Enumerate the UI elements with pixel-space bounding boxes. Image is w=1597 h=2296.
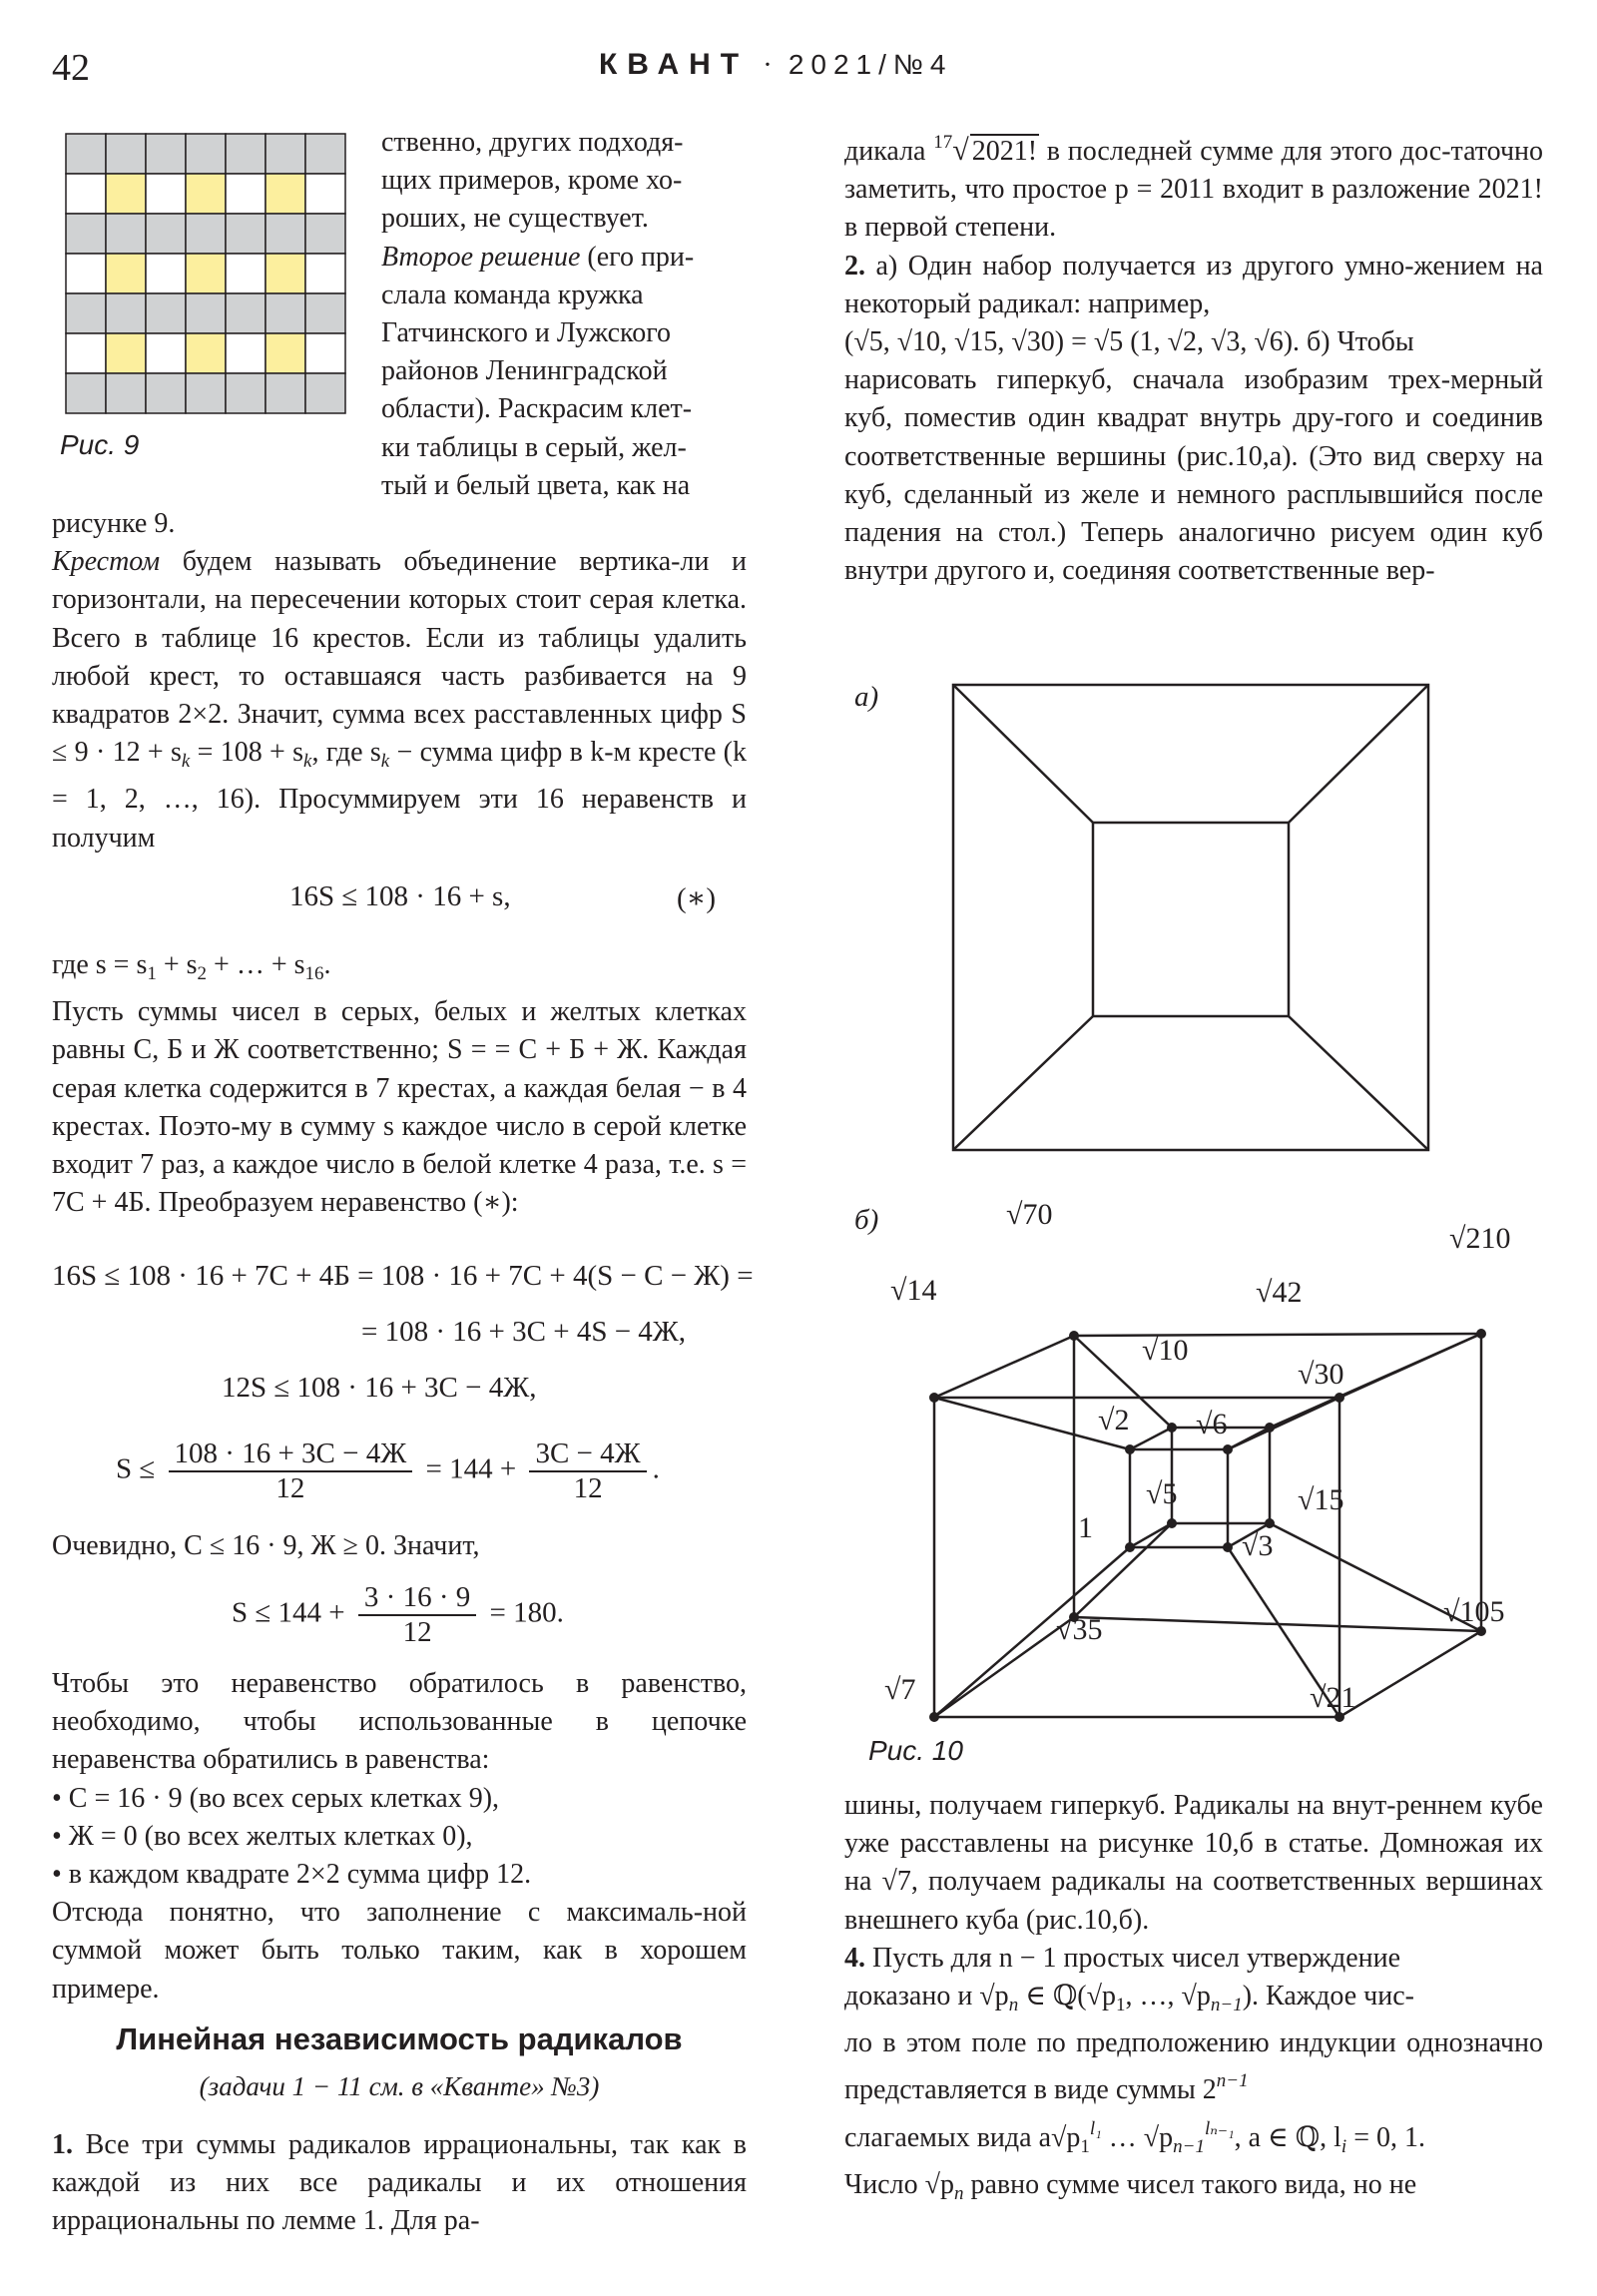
- subscript: n: [1008, 1995, 1019, 2016]
- text-line: слала команда кружка: [381, 279, 644, 310]
- hypercube-vertex: [1223, 1542, 1233, 1552]
- text-span: + s: [156, 949, 198, 980]
- paragraph: Пусть суммы чисел в серых, белых и желтых клетках равны С, Б и Ж соответственно; S = = С + Б + Ж. Каждая серая клетка содержится в 7 крестах, а каждая белая − в 4 крестах. Поэто-му в сумму s каждое число в серой клетке входит 7 раз, а каждое число в белой клетке 4 раза, т.е. s = 7С + 4Б. Преобразуем неравенство (∗):: [52, 996, 747, 1219]
- hypercube-vertex: [1223, 1444, 1233, 1454]
- grid-cell: [266, 134, 305, 174]
- subscript: n: [953, 2182, 964, 2204]
- magazine-title: КВАНТ: [599, 48, 750, 81]
- hypercube-edge: [1228, 1398, 1339, 1449]
- text-span: дикала: [844, 136, 934, 167]
- bullet: • Ж = 0 (во всех желтых клетках 0),: [52, 1820, 473, 1852]
- paragraph: шины, получаем гиперкуб. Радикалы на внут-реннем кубе уже расставлены на рисунке 10,б в статье. Домножая их на √7, получаем радикалы на соответственных вершинах внешнего куба (рис.10,б).: [844, 1790, 1543, 1936]
- edge: [953, 1016, 1093, 1150]
- grid-cell: [66, 174, 106, 214]
- grid-cell: [106, 174, 146, 214]
- text-span: а) Один набор получается из другого умно-жением на некоторый радикал: например,: [844, 250, 1543, 319]
- vertex-label: √70: [1006, 1198, 1053, 1231]
- inner-square: [1093, 823, 1289, 1016]
- grid-cell: [266, 214, 305, 254]
- inline-equation: (√5, √10, √15, √30) = √5 (1, √2, √3, √6).: [844, 326, 1301, 358]
- text-span: − сумма цифр в k-м кресте (k = 1, 2, …, 16). Просуммируем эти 16 неравенств и получим: [52, 737, 747, 854]
- hypercube-vertex: [1476, 1329, 1486, 1339]
- grid-cell: [146, 174, 186, 214]
- grid-cell: [106, 293, 146, 333]
- fraction: [529, 1437, 646, 1505]
- radicand: 2021!: [971, 136, 1038, 167]
- problem-number: 1.: [52, 2129, 73, 2160]
- grid-cell: [226, 293, 266, 333]
- subscript: 2: [197, 963, 208, 984]
- left-column-part-4: [52, 2126, 747, 2241]
- grid-cell: [106, 333, 146, 373]
- equation-star: 16S ≤ 108 · 16 + s,: [289, 880, 511, 912]
- second-solution-label: Второе решение: [381, 241, 581, 273]
- grid-cell: [146, 214, 186, 254]
- paragraph: [844, 2166, 1543, 2213]
- left-column-part-3: [52, 1665, 747, 2009]
- hypercube-vertex: [1069, 1331, 1079, 1341]
- subscript: 1: [1116, 1995, 1126, 2016]
- grid-cell: [66, 254, 106, 293]
- paragraph: [844, 248, 1543, 323]
- grid-cell: [266, 174, 305, 214]
- paragraph: [844, 1978, 1543, 2024]
- hypercube-vertex: [929, 1712, 939, 1722]
- eq-part: = 144 +: [425, 1452, 517, 1485]
- radical-sign: √: [952, 134, 969, 167]
- grid-cell: [266, 373, 305, 413]
- grid-cell: [146, 333, 186, 373]
- eq-part: S ≤ 144 +: [232, 1596, 345, 1629]
- subscript: i: [1340, 2135, 1347, 2157]
- grid-cell: [226, 373, 266, 413]
- grid-cell: [266, 333, 305, 373]
- figure-9-grid: [60, 128, 351, 419]
- vertex-label: √21: [1310, 1681, 1356, 1714]
- vertex-label: √5: [1146, 1477, 1178, 1510]
- text-span: , где s: [311, 737, 381, 769]
- text-span: … √p: [1101, 2121, 1174, 2153]
- text-line: [381, 239, 747, 277]
- text-span: , a ∈ ℚ, l: [1234, 2121, 1341, 2153]
- vertex-label: √210: [1449, 1222, 1511, 1255]
- hypercube-vertex: [1167, 1423, 1177, 1433]
- superscript: l₁: [1089, 2117, 1102, 2139]
- subscript: n−1: [1210, 1995, 1243, 2016]
- text-span: равно сумме чисел такого вида, но не: [963, 2168, 1417, 2200]
- hypercube-edge: [934, 1617, 1074, 1717]
- text-span: в последней сумме для этого дос-таточно заметить, что простое p = 2011 входит в разложение 2021! в первой степени.: [844, 136, 1544, 244]
- grid-cell: [106, 134, 146, 174]
- denominator: 12: [402, 1616, 432, 1648]
- vertex-label: √7: [884, 1673, 916, 1706]
- hypercube-vertex: [1334, 1393, 1344, 1403]
- text-span: (его при-: [580, 241, 695, 273]
- grid-cell: [186, 134, 226, 174]
- grid-cell: [146, 293, 186, 333]
- text-span: б) Чтобы: [1300, 326, 1414, 358]
- text-span: доказано и √p: [844, 1981, 1009, 2012]
- right-column-part-1: [844, 124, 1543, 590]
- grid-cell: [305, 214, 345, 254]
- grid-cell: [305, 254, 345, 293]
- page-number: 42: [52, 47, 90, 89]
- problem-number: 2.: [844, 250, 865, 282]
- paragraph: рисунке 9.: [52, 508, 176, 539]
- text-span: слагаемых вида a√p: [844, 2121, 1081, 2153]
- grid-cell: [106, 214, 146, 254]
- paragraph: [844, 2110, 1543, 2166]
- denominator: 12: [573, 1472, 603, 1504]
- grid-cell: [66, 333, 106, 373]
- grid-cell: [266, 254, 305, 293]
- paragraph: нарисовать гиперкуб, сначала изобразим трех-мерный куб, поместив один квадрат внутрь дру-гого и соединив соответственные вершины (рис.10,а). (Это вид сверху на куб, сделанный из желе и немного расплывшийся после падения на стол.) Теперь аналогично рисуем один куб внутри другого и, соединяя соответственные вер-: [844, 364, 1543, 587]
- grid-cell: [186, 293, 226, 333]
- text-line: тый и белый цвета, как на: [381, 469, 691, 501]
- text-line: роших, не существует.: [381, 203, 649, 235]
- denominator: 12: [275, 1472, 305, 1504]
- text-span: ). Каждое чис-: [1242, 1981, 1414, 2012]
- grid-cell: [186, 174, 226, 214]
- problem-number: 4.: [844, 1942, 865, 1974]
- hypercube-vertex: [1167, 1518, 1177, 1528]
- fraction: [169, 1437, 413, 1505]
- equation-5: [232, 1581, 564, 1649]
- subscript: 1: [147, 963, 157, 984]
- bullet: • в каждом квадрате 2×2 сумма цифр 12.: [52, 1859, 532, 1891]
- vertex-label: √3: [1242, 1529, 1274, 1562]
- right-column-part-2: [844, 1787, 1543, 2213]
- text-span: Число √p: [844, 2168, 954, 2200]
- grid-cell: [186, 333, 226, 373]
- grid-cell: [305, 373, 345, 413]
- text-span: ло в этом поле по предположению индукции однозначно представляется в виде суммы 2: [844, 2027, 1543, 2106]
- text-line: ки таблицы в серый, жел-: [381, 431, 687, 463]
- subscript: k: [303, 751, 312, 773]
- grid-cell: [146, 134, 186, 174]
- vertex-label: √2: [1098, 1404, 1130, 1436]
- text-line: ственно, других подходя-: [381, 127, 684, 158]
- grid-cell: [305, 293, 345, 333]
- figure-10a-cube: [938, 675, 1437, 1170]
- wrap-text: [381, 124, 747, 505]
- paragraph: Чтобы это неравенство обратилось в равенство, необходимо, чтобы использованные в цепочке неравенства обратились в равенства:: [52, 1668, 747, 1776]
- text-span: = 0, 1.: [1346, 2121, 1425, 2153]
- bullet: • С = 16 · 9 (во всех серых клетках 9),: [52, 1782, 500, 1814]
- vertex-label: √14: [890, 1274, 937, 1307]
- superscript: n−1: [1216, 2070, 1249, 2092]
- grid-cell: [186, 373, 226, 413]
- text-span: , …, √p: [1125, 1981, 1211, 2012]
- paragraph: Очевидно, С ≤ 16 · 9, Ж ≥ 0. Значит,: [52, 1530, 480, 1561]
- paragraph: [52, 543, 747, 858]
- figure-10b-label: б): [854, 1204, 879, 1236]
- text-line: области). Раскрасим клет-: [381, 393, 693, 425]
- numerator: 108 · 16 + 3С − 4Ж: [169, 1437, 413, 1472]
- grid-cell: [305, 134, 345, 174]
- vertex-label: √35: [1056, 1613, 1103, 1646]
- grid-cell: [66, 134, 106, 174]
- paragraph: Отсюда понятно, что заполнение с максималь-ной суммой может быть только таким, как в хорошем примере.: [52, 1897, 747, 2005]
- equation-3: 12S ≤ 108 · 16 + 3С − 4Ж,: [222, 1372, 537, 1404]
- grid-cell: [226, 174, 266, 214]
- subscript: n−1: [1173, 2135, 1205, 2157]
- root-index: 17: [933, 132, 953, 153]
- grid-cell: [146, 373, 186, 413]
- vertex-label: √42: [1256, 1276, 1303, 1309]
- edge: [1289, 685, 1428, 823]
- paragraph: [844, 1940, 1543, 1978]
- grid-cell: [226, 214, 266, 254]
- running-header: [599, 48, 953, 82]
- eq-part: S ≤: [116, 1452, 156, 1485]
- subscript: 16: [304, 963, 324, 984]
- figure-10b-hypercube: [878, 1188, 1557, 1747]
- text-span: ∈ ℚ(√p: [1018, 1981, 1116, 2012]
- text-span: .: [323, 949, 331, 980]
- edge: [1289, 1016, 1428, 1150]
- left-column-part-2: [52, 946, 747, 1222]
- paragraph: [844, 323, 1543, 361]
- text-span: = 108 + s: [190, 737, 304, 769]
- text-span: Все три суммы радикалов иррациональны, так как в каждой из них все радикалы и их отношения иррациональны по лемме 1. Для ра-: [52, 2129, 747, 2237]
- hypercube-vertex: [1125, 1444, 1135, 1454]
- grid-cell: [226, 333, 266, 373]
- section-title: Линейная независимость радикалов: [116, 2021, 683, 2056]
- subscript: k: [181, 751, 191, 773]
- hypercube-edge: [1074, 1334, 1481, 1336]
- header-separator: ·: [763, 49, 775, 81]
- vertex-label: √15: [1298, 1483, 1344, 1516]
- grid-cell: [266, 293, 305, 333]
- grid-cell: [66, 373, 106, 413]
- grid-cell: [66, 293, 106, 333]
- figure-10a-label: а): [854, 681, 879, 713]
- vertex-label: √30: [1298, 1358, 1344, 1391]
- grid-cell: [106, 254, 146, 293]
- hypercube-vertex: [1265, 1423, 1275, 1433]
- text-line: щих примеров, кроме хо-: [381, 165, 683, 197]
- grid-cell: [106, 373, 146, 413]
- vertex-label: √10: [1142, 1334, 1189, 1367]
- cross-term: Крестом: [52, 546, 161, 578]
- paragraph: [52, 946, 747, 993]
- fraction: [358, 1581, 476, 1649]
- paragraph: [844, 124, 1543, 248]
- text-span: Пусть для n − 1 простых чисел утверждение: [865, 1942, 1401, 1974]
- eq-part: .: [652, 1452, 660, 1485]
- superscript: lₙ₋₁: [1204, 2117, 1235, 2139]
- figure-10-caption: Рис. 10: [868, 1735, 963, 1766]
- grid-cell: [66, 214, 106, 254]
- vertex-label: √6: [1196, 1408, 1228, 1440]
- edge: [953, 685, 1093, 823]
- equation-star-label: (∗): [677, 882, 717, 914]
- issue-number: 2021/№4: [788, 49, 953, 80]
- numerator: 3С − 4Ж: [529, 1437, 646, 1472]
- text-line: Гатчинского и Лужского: [381, 317, 672, 349]
- grid-cell: [146, 254, 186, 293]
- vertex-label: 1: [1078, 1511, 1093, 1544]
- figure-9-caption: Рис. 9: [60, 429, 140, 460]
- section-subtitle: (задачи 1 − 11 см. в «Кванте» №3): [199, 2071, 600, 2101]
- text-line: районов Ленинградской: [381, 355, 668, 387]
- paragraph: [844, 2024, 1543, 2109]
- grid-cell: [305, 333, 345, 373]
- numerator: 3 · 16 · 9: [358, 1581, 476, 1616]
- eq-part: = 180.: [489, 1596, 564, 1629]
- hypercube-edge: [1130, 1428, 1172, 1449]
- vertex-label: √105: [1443, 1595, 1505, 1628]
- grid-cell: [305, 174, 345, 214]
- text-span: где s = s: [52, 949, 148, 980]
- subscript: k: [380, 751, 390, 773]
- hypercube-vertex: [1125, 1542, 1135, 1552]
- grid-cell: [226, 254, 266, 293]
- equation-2: = 108 · 16 + 3С + 4S − 4Ж,: [361, 1316, 687, 1348]
- hypercube-edge: [1339, 1631, 1481, 1717]
- obvious-line: [52, 1527, 747, 1565]
- text-span: будем называть объединение вертика-ли и горизонтали, на пересечении которых стоит серая клетка. Всего в таблице 16 крестов. Если из таблицы удалить любой крест, то оставшаяся часть разбивается на 9 квадратов 2×2. Значит, сумма всех расставленных цифр S ≤ 9 · 12 + s: [52, 546, 747, 769]
- subscript: 1: [1080, 2135, 1090, 2157]
- hypercube-vertex: [1265, 1518, 1275, 1528]
- grid-cell: [186, 254, 226, 293]
- paragraph: [52, 2126, 747, 2241]
- left-column-part-1: [52, 505, 747, 858]
- hypercube-edge: [934, 1336, 1074, 1398]
- equation-4: [116, 1437, 660, 1505]
- text-span: + … + s: [207, 949, 305, 980]
- grid-cell: [186, 214, 226, 254]
- equation-1: 16S ≤ 108 · 16 + 7С + 4Б = 108 · 16 + 7С + 4(S − С − Ж) =: [52, 1260, 754, 1292]
- hypercube-vertex: [929, 1393, 939, 1403]
- grid-cell: [226, 134, 266, 174]
